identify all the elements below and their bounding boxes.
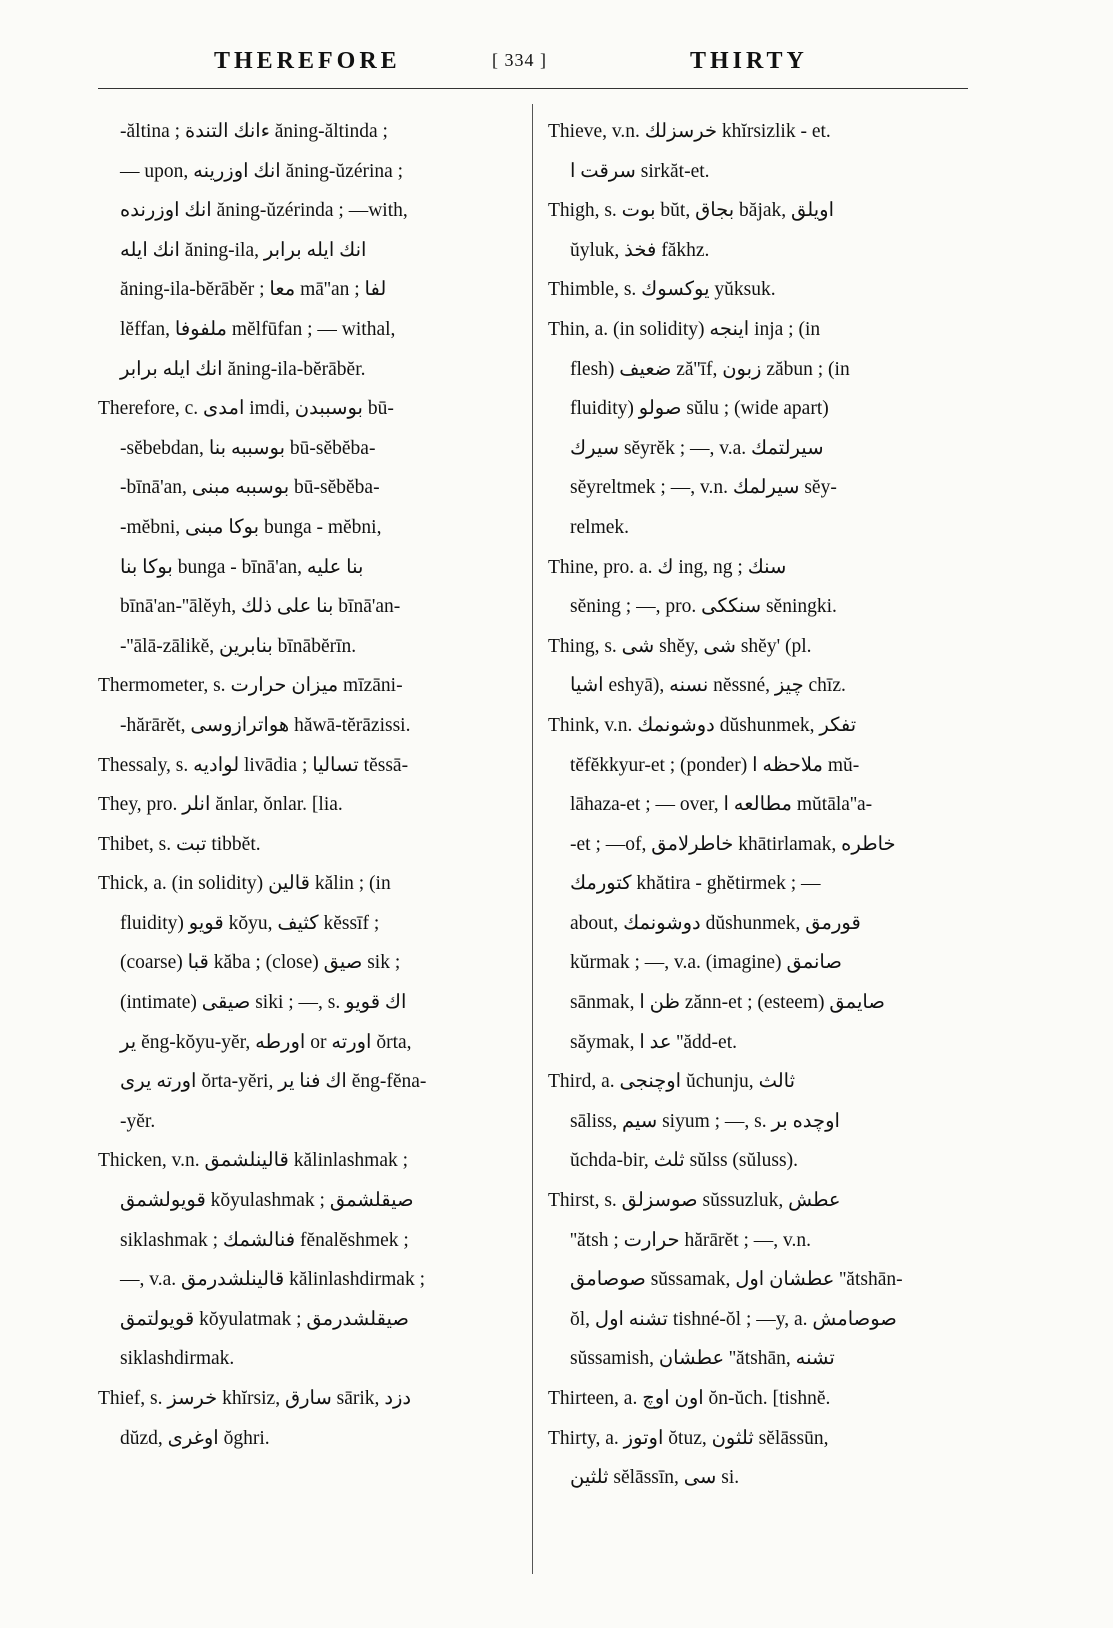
dictionary-line: (intimate) صيقى siki ; —, s. اك قويو [120,992,407,1014]
dictionary-line: انك اوزرنده ăning-ŭzérinda ; —with, [120,200,408,222]
dictionary-line: اورته يرى ŏrta-yĕri, اك فنا ير ĕng-fĕna- [120,1071,427,1093]
dictionary-line: انك ايله ăning-ila, انك ايله برابر [120,239,367,261]
header-rule [98,88,968,89]
page-header [0,44,1113,80]
dictionary-line: Thirst, s. صوسزلق sŭssuzluk, عطش [548,1190,841,1212]
dictionary-line: اشيا eshyā), نسنه nĕssné, چيز chīz. [570,675,846,697]
dictionary-line: (coarse) قبا kăba ; (close) صيق sik ; [120,952,401,974]
dictionary-line: كتورمك khătira - ghĕtirmek ; — [570,873,821,895]
dictionary-line: săymak, عد ا ''ădd-et. [570,1031,737,1053]
dictionary-line: -sĕbebdan, بوسببه بنا bū-sĕbĕba- [120,437,376,459]
dictionary-line: Thieve, v.n. خرسزلك khĭrsizlik - et. [548,121,831,142]
dictionary-line: -bīnā'an, بوسببه مبنى bū-sĕbĕba- [120,477,380,499]
dictionary-line: Thibet, s. تبت tibbĕt. [98,833,261,855]
dictionary-line: about, دوشونمك dŭshunmek, قورمق [570,912,861,934]
dictionary-line: sĕning ; —, pro. سنككى sĕningki. [570,596,837,618]
dictionary-line: -et ; —of, خاطرلامق khātirlamak, خاطره [570,833,896,855]
dictionary-line: قويولشمق kŏyulashmak ; صيقلشمق [120,1190,414,1212]
header-right-guide-word: THIRTY [690,48,808,74]
dictionary-line: Thine, pro. a. ك ing, ng ; سنك [548,556,787,578]
dictionary-line: kŭrmak ; —, v.a. (imagine) صانمق [570,952,842,974]
dictionary-line: Thessaly, s. لواديه livādia ; تسالیا tĕssā- [98,754,409,776]
dictionary-line: Thermometer, s. ميزان حرارت mīzāni- [98,675,403,697]
dictionary-line: بوكا بنا bunga - bīnā'an, بنا عليه [120,556,364,578]
dictionary-line: قويولتمق kŏyulatmak ; صيقلشدرمق [120,1308,409,1330]
dictionary-line: -ăltina ; ءانك التندة ăning-ăltinda ; [120,121,388,142]
dictionary-line: bīnā'an-''ālĕyh, بنا على ذلك bīnā'an- [120,596,401,618]
dictionary-line: sĕyreltmek ; —, v.n. سيرلمك sĕy- [570,477,837,499]
dictionary-line: ير ĕng-kŏyu-yĕr, اورطه or اورته ŏrta, [120,1031,412,1053]
dictionary-line: dŭzd, اوغرى ŏghri. [120,1427,270,1449]
right-column [548,112,968,1498]
dictionary-line: siklashmak ; فنالشمك fĕnalĕshmek ; [120,1229,409,1251]
dictionary-line: relmek. [570,516,630,538]
dictionary-line: Thicken, v.n. قالينلشمق kălinlashmak ; [98,1150,409,1172]
dictionary-line: ăning-ila-bĕrābĕr ; معا mā''an ; لفا [120,279,387,301]
dictionary-line: Thimble, s. يوكسوك yŭksuk. [548,279,776,301]
left-column [98,112,518,1458]
dictionary-line: sānmak, ظن ا zănn-et ; (esteem) صايمق [570,992,885,1014]
dictionary-line: flesh) ضعيف ză''īf, زبون zăbun ; (in [570,358,850,380]
dictionary-line: Think, v.n. دوشونمك dŭshunmek, تفكر [548,714,857,736]
dictionary-line: -mĕbni, بوكا مبنى bunga - mĕbni, [120,516,382,538]
dictionary-line: sāliss, سيم siyum ; —, s. اوچده بر [570,1110,840,1132]
dictionary-line: They, pro. انلر ănlar, ŏnlar. [lia. [98,794,343,816]
dictionary-line: lāhaza-et ; — over, مطالعه ا mŭtāla''a- [570,794,873,816]
dictionary-line: -''ālā-zālikĕ, بنابرين bīnābĕrīn. [120,635,357,657]
dictionary-line: انك ايله برابر ăning-ila-bĕrābĕr. [120,358,366,380]
page-number: [ 334 ] [492,50,547,70]
dictionary-line: Thirteen, a. اون اوچ ŏn-ŭch. [tishnĕ. [548,1388,831,1409]
dictionary-line: ثلثين sĕlāssīn, سى si. [570,1467,740,1489]
dictionary-line: سرقت ا sirkăt-et. [570,160,710,182]
dictionary-line: Thief, s. خرسز khĭrsiz, سارق sārik, دزد [98,1388,412,1409]
dictionary-line: سيرك sĕyrĕk ; —, v.a. سيرلتمك [570,437,824,459]
column-divider [532,104,533,1574]
dictionary-line: ŭyluk, فخذ făkhz. [570,239,710,261]
dictionary-line: siklashdirmak. [120,1348,235,1370]
dictionary-line: ''ătsh ; حرارت hărārĕt ; —, v.n. [570,1229,812,1251]
dictionary-line: Therefore, c. امدى imdi, بوسببدن bū- [98,398,394,420]
dictionary-line: Thin, a. (in solidity) اينجه inja ; (in [548,318,821,340]
dictionary-line: lĕffan, ملفوفا mĕlfūfan ; — withal, [120,318,396,340]
dictionary-line: Third, a. اوچنجى ŭchunju, ثالث [548,1071,796,1093]
dictionary-line: Thirty, a. اوتوز ŏtuz, ثلثون sĕlāssūn, [548,1427,829,1449]
dictionary-line: -hărārĕt, هواترازوسى hăwā-tĕrāzissi. [120,714,411,736]
dictionary-line: ŏl, تشنه اول tishné-ŏl ; —y, a. صوصامش [570,1308,897,1330]
header-left-guide-word: THEREFORE [214,48,401,74]
dictionary-line: -yĕr. [120,1110,156,1132]
dictionary-line: Thing, s. شى shĕy, شى shĕy' (pl. [548,635,812,657]
dictionary-line: fluidity) قويو kŏyu, كثيف kĕssīf ; [120,912,380,934]
dictionary-line: Thick, a. (in solidity) قالين kălin ; (in [98,873,391,895]
dictionary-line: tĕfĕkkyur-et ; (ponder) ملاحظه ا mŭ- [570,754,860,776]
dictionary-line: Thigh, s. بوت bŭt, بجاق băjak, اويلق [548,200,835,222]
dictionary-line: ŭchda-bir, ثلث sŭlss (sŭluss). [570,1150,798,1172]
dictionary-line: —, v.a. قالينلشدرمق kălinlashdirmak ; [120,1269,426,1291]
dictionary-line: — upon, انك اوزرينه ăning-ŭzérina ; [120,160,404,182]
dictionary-line: fluidity) صولو sŭlu ; (wide apart) [570,398,829,420]
dictionary-line: sŭssamish, عطشان ''ătshān, تشنه [570,1348,835,1370]
dictionary-line: صوصامق sŭssamak, عطشان اول ''ătshān- [570,1269,903,1291]
